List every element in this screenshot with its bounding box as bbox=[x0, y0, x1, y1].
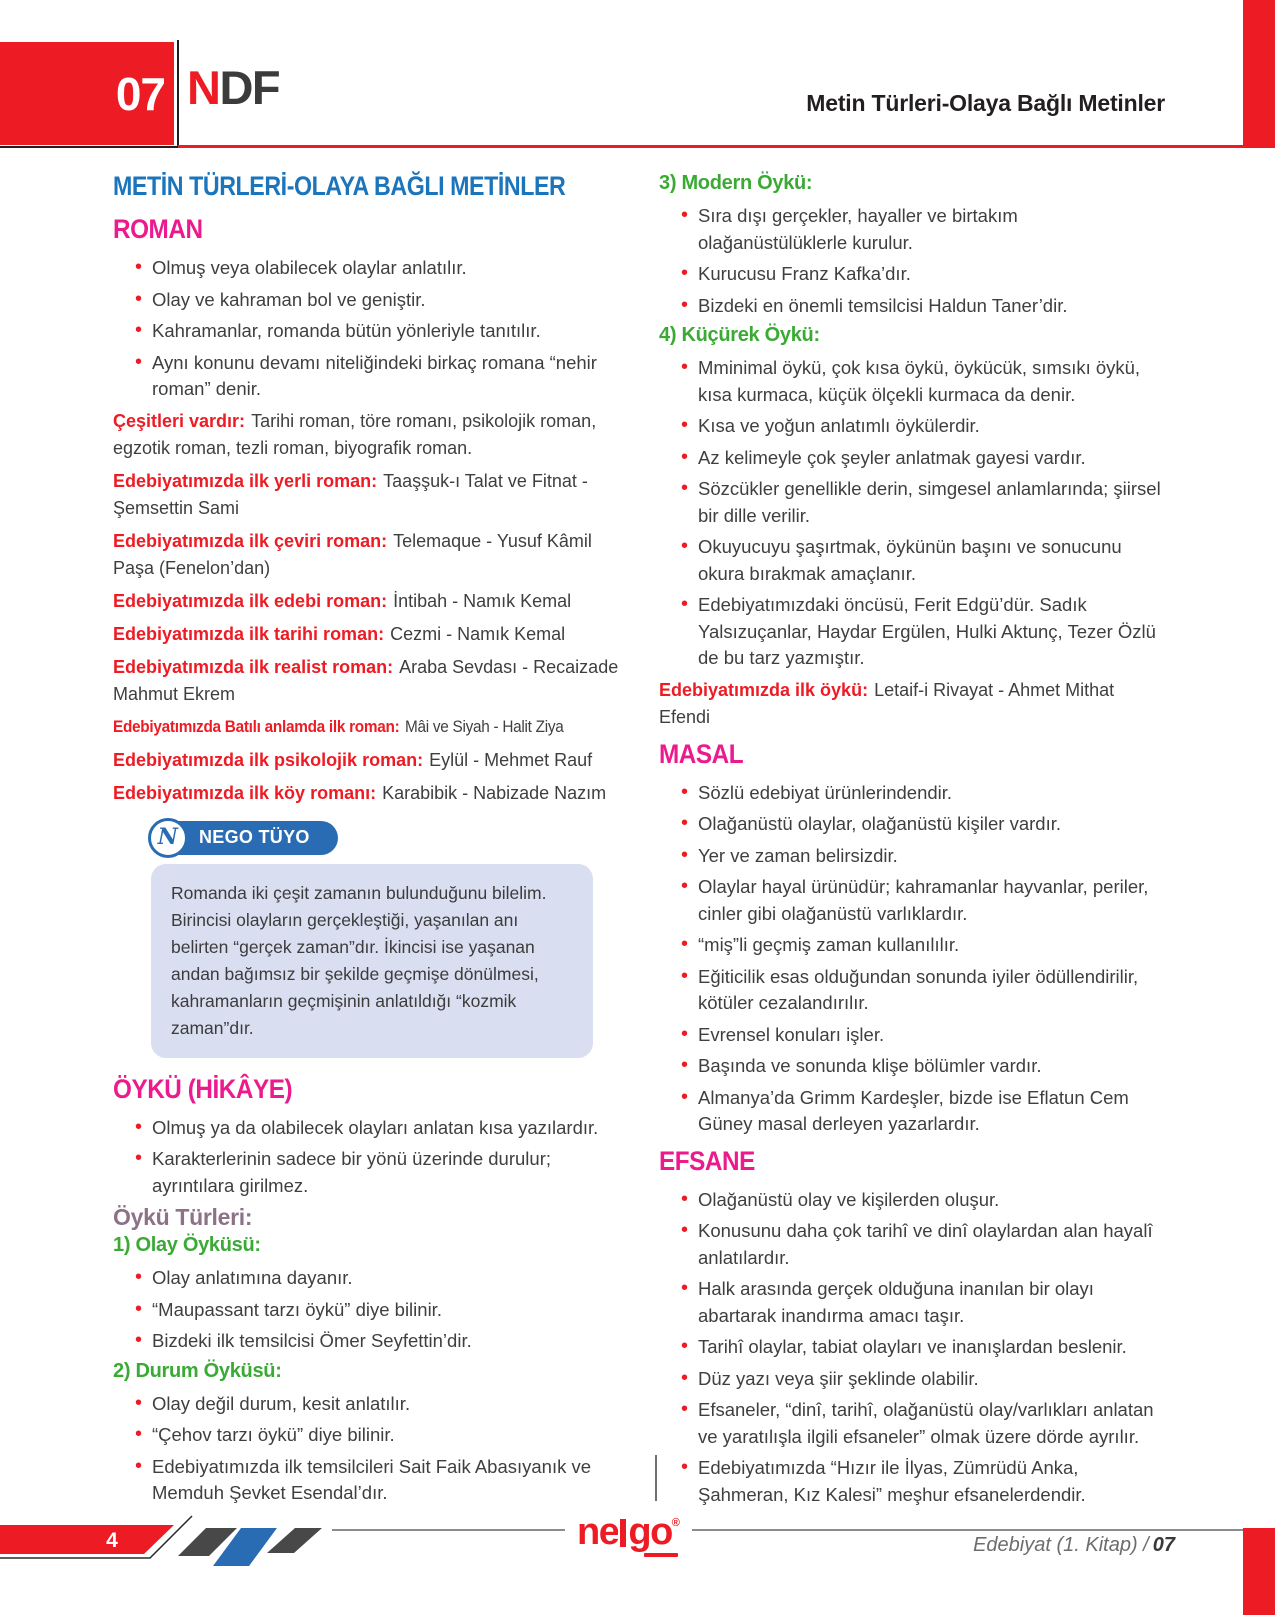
footer-rule bbox=[332, 1529, 1243, 1531]
list-item: • Düz yazı veya şiir şeklinde olabilir. bbox=[698, 1366, 1164, 1393]
subheading-durum-oykusu: 2) Durum Öyküsü: bbox=[113, 1359, 282, 1382]
fact-label: Edebiyatımızda ilk psikolojik roman: bbox=[113, 749, 424, 770]
list-item: • Bizdeki ilk temsilcisi Ömer Seyfettin’dir. bbox=[152, 1328, 630, 1355]
fact-label: Edebiyatımızda ilk yerli roman: bbox=[113, 470, 378, 491]
fact-label: Edebiyatımızda ilk köy romanı: bbox=[113, 782, 377, 803]
fact-label: Çeşitleri vardır: bbox=[113, 410, 246, 431]
list-item: • Başında ve sonunda klişe bölümler vardır. bbox=[698, 1053, 1164, 1080]
header-red-rule bbox=[178, 145, 1275, 148]
list-item: • Okuyucuyu şaşırtmak, öykünün başını ve sonucunu okura bırakmak amaçlanır. bbox=[698, 534, 1164, 587]
section-heading-masal: MASAL bbox=[659, 738, 744, 769]
kucurek-oyku-list bbox=[659, 355, 1164, 672]
fact-row bbox=[113, 654, 630, 708]
list-item: • Tarihî olaylar, tabiat olayları ve inanışlardan beslenir. bbox=[698, 1334, 1164, 1361]
page-title: METİN TÜRLERİ-OLAYA BAĞLI METİNLER bbox=[113, 171, 566, 201]
fact-value: Tarihi roman, töre romanı, psikolojik roman, egzotik roman, tezli roman, biyografik roman. bbox=[113, 410, 597, 458]
page-edge-bar-top bbox=[1243, 0, 1275, 145]
fact-value: Cezmi - Namık Kemal bbox=[390, 623, 566, 644]
list-item: • “miş”li geçmiş zaman kullanılılır. bbox=[698, 932, 1164, 959]
unit-number-box bbox=[0, 42, 174, 145]
logo-go: go bbox=[628, 1511, 672, 1553]
logo-book-spine-icon bbox=[618, 1519, 628, 1547]
list-item: • Halk arasında gerçek olduğuna inanılan bir olayı abartarak inandırma amacı taşır. bbox=[698, 1276, 1164, 1329]
section-heading-efsane: EFSANE bbox=[659, 1145, 755, 1176]
list-item: • Olağanüstü olay ve kişilerden oluşur. bbox=[698, 1187, 1164, 1214]
brand-letter-n: N bbox=[187, 61, 220, 114]
list-item: • Sözcükler genellikle derin, simgesel anlamlarında; şiirsel bir dille verilir. bbox=[698, 476, 1164, 529]
brand-letters-df: DF bbox=[219, 61, 280, 114]
footer-stripe-dark-2 bbox=[267, 1528, 322, 1553]
subheading-kucurek-oyku: 4) Küçürek Öykü: bbox=[659, 324, 820, 346]
subheading-olay-oykusu: 1) Olay Öyküsü: bbox=[113, 1234, 261, 1256]
fact-value: Taaşşuk-ı Talat ve Fitnat - Şemsettin Sami bbox=[113, 470, 588, 518]
book-label: Edebiyat (1. Kitap) / bbox=[973, 1534, 1149, 1556]
tip-badge-label: NEGO TÜYO bbox=[199, 827, 310, 848]
fact-value: Eylül - Mehmet Rauf bbox=[429, 749, 593, 770]
fact-row bbox=[113, 714, 594, 741]
fact-label: Edebiyatımızda ilk öykü: bbox=[659, 679, 869, 700]
list-item: • Konusunu daha çok tarihî ve dinî olaylardan alan hayalî anlatılardır. bbox=[698, 1218, 1164, 1271]
fact-value: Mâi ve Siyah - Halit Ziya bbox=[405, 717, 564, 736]
list-item: • Mminimal öykü, çok kısa öykü, öykücük, sımsıkı öykü, kısa kurmaca, küçük ölçekli kurmaca da denir. bbox=[698, 355, 1164, 408]
list-item: • Olaylar hayal ürünüdür; kahramanlar hayvanlar, periler, cinler gibi olağanüstü varlıklardır. bbox=[698, 874, 1164, 927]
list-item: • Az kelimeyle çok şeyler anlatmak gayesi vardır. bbox=[698, 445, 1164, 472]
nego-publisher-logo bbox=[565, 1501, 692, 1554]
fact-value: Karabibik - Nabizade Nazım bbox=[382, 782, 607, 803]
left-column bbox=[113, 170, 630, 1512]
brand-logo bbox=[187, 60, 279, 115]
tip-badge bbox=[151, 821, 338, 855]
fact-row bbox=[113, 588, 630, 615]
right-column bbox=[659, 168, 1164, 1513]
logo-ne: ne bbox=[577, 1511, 619, 1553]
fact-label: Edebiyatımızda Batılı anlamda ilk roman: bbox=[113, 717, 400, 736]
list-item: • Evrensel konuları işler. bbox=[698, 1022, 1164, 1049]
list-item: • Karakterlerinin sadece bir yönü üzerinde durulur; ayrıntılara girilmez. bbox=[152, 1146, 630, 1199]
registered-mark: ® bbox=[671, 1517, 680, 1529]
list-item: • Sıra dışı gerçekler, hayaller ve birtakım olağanüstülüklerle kurulur. bbox=[698, 203, 1164, 256]
fact-row bbox=[113, 780, 630, 807]
footer-decoration bbox=[0, 1500, 340, 1580]
list-item: • “Çehov tarzı öykü” diye bilinir. bbox=[152, 1422, 630, 1449]
olay-oykusu-list bbox=[113, 1265, 630, 1355]
list-item: • Olay değil durum, kesit anlatılır. bbox=[152, 1391, 630, 1418]
fact-label: Edebiyatımızda ilk tarihi roman: bbox=[113, 623, 385, 644]
fact-row bbox=[113, 408, 630, 462]
list-item: • Kurucusu Franz Kafka’dır. bbox=[698, 261, 1164, 288]
book-number: 07 bbox=[1152, 1534, 1175, 1556]
list-item: • Edebiyatımızdaki öncüsü, Ferit Edgü’dür. Sadık Yalsızuçanlar, Haydar Ergülen, Hulki Aktunç, Tezer Özlü de bu tarz yazmıştır. bbox=[698, 592, 1164, 672]
list-item: • Olmuş veya olabilecek olaylar anlatılır. bbox=[152, 255, 630, 282]
fact-value: Araba Sevdası - Recaizade Mahmut Ekrem bbox=[113, 656, 619, 704]
header-black-rule bbox=[0, 146, 178, 148]
efsane-bullet-list bbox=[659, 1187, 1164, 1509]
list-item: • Edebiyatımızda ilk temsilcileri Sait Faik Abasıyanık ve Memduh Şevket Esendal’dır. bbox=[152, 1454, 630, 1507]
fact-label: Edebiyatımızda ilk çeviri roman: bbox=[113, 530, 388, 551]
list-item: • “Maupassant tarzı öykü” diye bilinir. bbox=[152, 1297, 630, 1324]
list-item: • Edebiyatımızda “Hızır ile İlyas, Zümrüdü Anka, Şahmeran, Kız Kalesi” meşhur efsanelerdendir. bbox=[698, 1455, 1164, 1508]
fact-row bbox=[113, 621, 630, 648]
fact-row bbox=[113, 528, 630, 582]
list-item: • Almanya’da Grimm Kardeşler, bizde ise Eflatun Cem Güney masal derleyen yazarlardır. bbox=[698, 1085, 1164, 1138]
masal-bullet-list bbox=[659, 780, 1164, 1138]
modern-oyku-list bbox=[659, 203, 1164, 319]
page-edge-bar-bottom bbox=[1243, 1528, 1275, 1615]
fact-value: Letaif-i Rivayat - Ahmet Mithat Efendi bbox=[659, 679, 1115, 727]
fact-value: İntibah - Namık Kemal bbox=[393, 590, 572, 611]
list-item: • Efsaneler, “dinî, tarihî, olağanüstü olay/varlıkları anlatan ve yaratılışla ilgili efsaneler” olmak üzere dörde ayrılır. bbox=[698, 1397, 1164, 1450]
fact-row bbox=[113, 747, 630, 774]
list-item: • Olay anlatımına dayanır. bbox=[152, 1265, 630, 1292]
subheading-oyku-turleri: Öykü Türleri: bbox=[113, 1204, 253, 1230]
tip-box bbox=[151, 821, 593, 1058]
page-number-flag bbox=[0, 1525, 174, 1554]
section-heading-oyku: ÖYKÜ (HİKÂYE) bbox=[113, 1073, 293, 1104]
fact-label: Edebiyatımızda ilk edebi roman: bbox=[113, 590, 388, 611]
chapter-title: Metin Türleri-Olaya Bağlı Metinler bbox=[806, 90, 1165, 116]
roman-bullet-list bbox=[113, 255, 630, 403]
list-item: • Kahramanlar, romanda bütün yönleriyle tanıtılır. bbox=[152, 318, 630, 345]
subheading-modern-oyku: 3) Modern Öykü: bbox=[659, 172, 813, 194]
list-item: • Olağanüstü olaylar, olağanüstü kişiler vardır. bbox=[698, 811, 1164, 838]
logo-subtext-strip bbox=[644, 1553, 678, 1557]
list-item: • Olmuş ya da olabilecek olayları anlatan kısa yazılardır. bbox=[152, 1115, 630, 1142]
fact-row bbox=[113, 468, 630, 522]
nego-monogram-icon: N bbox=[148, 818, 188, 858]
fact-label: Edebiyatımızda ilk realist roman: bbox=[113, 656, 394, 677]
list-item: • Olay ve kahraman bol ve geniştir. bbox=[152, 287, 630, 314]
list-item: • Bizdeki en önemli temsilcisi Haldun Taner’dir. bbox=[698, 293, 1164, 320]
list-item: • Yer ve zaman belirsizdir. bbox=[698, 843, 1164, 870]
unit-number: 07 bbox=[115, 67, 165, 120]
durum-oykusu-list bbox=[113, 1391, 630, 1507]
list-item: • Sözlü edebiyat ürünlerindendir. bbox=[698, 780, 1164, 807]
fact-value: Telemaque - Yusuf Kâmil Paşa (Fenelon’dan) bbox=[113, 530, 592, 578]
list-item: • Eğiticilik esas olduğundan sonunda iyiler ödüllendirilir, kötüler cezalandırılır. bbox=[698, 964, 1164, 1017]
header-divider-line bbox=[177, 40, 179, 147]
page-number: 4 bbox=[106, 1529, 118, 1552]
tip-text: Romanda iki çeşit zamanın bulunduğunu bilelim. Birincisi olayların gerçekleştiği, yaşanılan anı belirten “gerçek zaman”dır. İkincisi ise yaşanan andan bağımsız bir şekilde geçmişe dönülmesi, kahramanların geçmişinin anlatıldığı “kozmik zaman”dır. bbox=[151, 864, 593, 1058]
list-item: • Kısa ve yoğun anlatımlı öykülerdir. bbox=[698, 413, 1164, 440]
fact-row bbox=[659, 677, 1164, 731]
oyku-bullet-list bbox=[113, 1115, 630, 1200]
section-heading-roman: ROMAN bbox=[113, 214, 203, 244]
list-item: • Aynı konunu devamı niteliğindeki birkaç romana “nehir roman” denir. bbox=[152, 350, 630, 403]
footer-book-info bbox=[973, 1534, 1175, 1557]
